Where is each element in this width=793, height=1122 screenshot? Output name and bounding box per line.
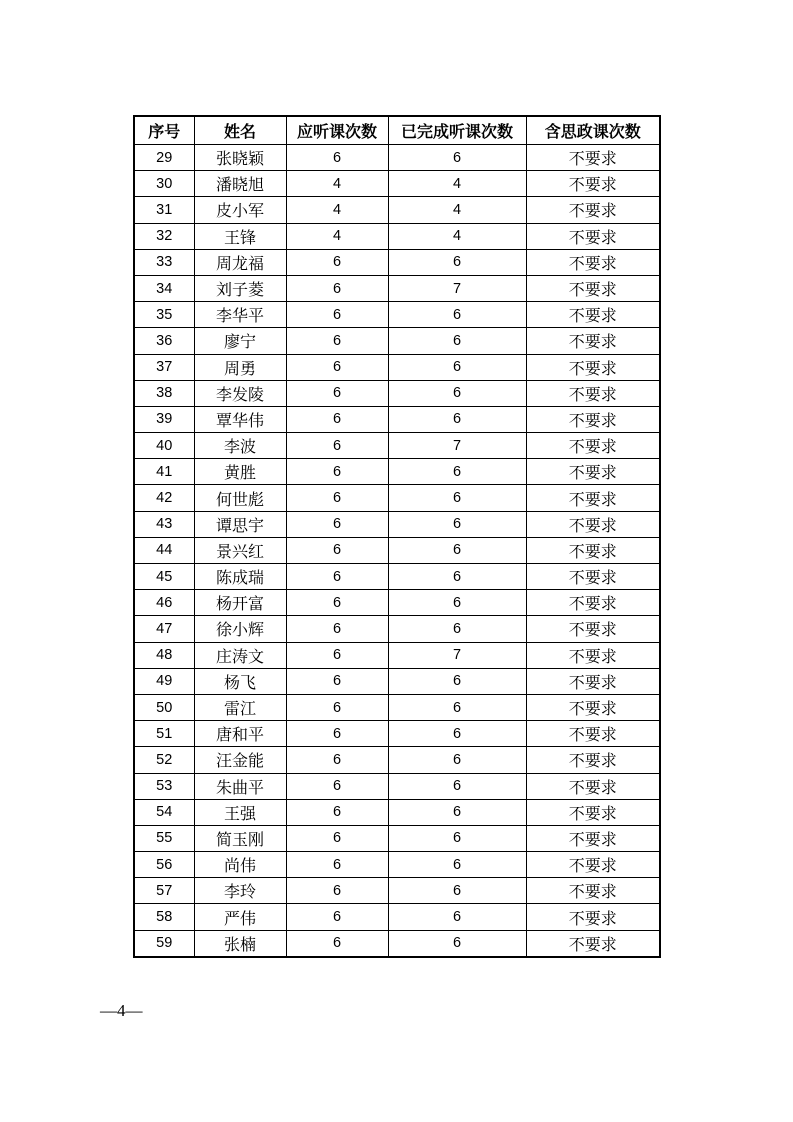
table-row [134, 825, 660, 851]
cell-completed-lectures: 4 [388, 223, 526, 249]
cell-ideology-lectures: 不要求 [526, 145, 660, 171]
cell-name: 何世彪 [194, 485, 286, 511]
cell-serial-no: 34 [134, 275, 194, 301]
table-row [134, 433, 660, 459]
cell-required-lectures: 6 [286, 747, 388, 773]
attendance-table [133, 115, 661, 958]
cell-name: 覃华伟 [194, 406, 286, 432]
cell-ideology-lectures: 不要求 [526, 799, 660, 825]
cell-ideology-lectures: 不要求 [526, 275, 660, 301]
cell-completed-lectures: 6 [388, 747, 526, 773]
cell-ideology-lectures: 不要求 [526, 380, 660, 406]
cell-required-lectures: 6 [286, 616, 388, 642]
cell-required-lectures: 6 [286, 354, 388, 380]
cell-required-lectures: 6 [286, 485, 388, 511]
cell-completed-lectures: 6 [388, 773, 526, 799]
cell-name: 景兴红 [194, 537, 286, 563]
cell-name: 黄胜 [194, 459, 286, 485]
table-row [134, 904, 660, 930]
cell-ideology-lectures: 不要求 [526, 773, 660, 799]
cell-required-lectures: 6 [286, 433, 388, 459]
cell-completed-lectures: 4 [388, 197, 526, 223]
cell-name: 严伟 [194, 904, 286, 930]
table-row [134, 328, 660, 354]
cell-ideology-lectures: 不要求 [526, 485, 660, 511]
cell-completed-lectures: 7 [388, 275, 526, 301]
cell-completed-lectures: 6 [388, 145, 526, 171]
cell-ideology-lectures: 不要求 [526, 825, 660, 851]
table-row [134, 302, 660, 328]
cell-name: 简玉刚 [194, 825, 286, 851]
cell-name: 唐和平 [194, 721, 286, 747]
col-header-completed-lectures: 已完成听课次数 [388, 116, 526, 145]
cell-serial-no: 36 [134, 328, 194, 354]
table-row [134, 668, 660, 694]
cell-name: 王强 [194, 799, 286, 825]
cell-serial-no: 42 [134, 485, 194, 511]
col-header-required-lectures: 应听课次数 [286, 116, 388, 145]
cell-serial-no: 38 [134, 380, 194, 406]
table-row [134, 275, 660, 301]
table-row [134, 590, 660, 616]
cell-serial-no: 29 [134, 145, 194, 171]
cell-ideology-lectures: 不要求 [526, 197, 660, 223]
cell-completed-lectures: 6 [388, 511, 526, 537]
cell-ideology-lectures: 不要求 [526, 616, 660, 642]
cell-required-lectures: 6 [286, 852, 388, 878]
cell-serial-no: 39 [134, 406, 194, 432]
cell-ideology-lectures: 不要求 [526, 904, 660, 930]
col-header-serial-no: 序号 [134, 116, 194, 145]
cell-ideology-lectures: 不要求 [526, 537, 660, 563]
cell-serial-no: 46 [134, 590, 194, 616]
cell-required-lectures: 6 [286, 459, 388, 485]
cell-required-lectures: 6 [286, 564, 388, 590]
cell-ideology-lectures: 不要求 [526, 249, 660, 275]
cell-serial-no: 58 [134, 904, 194, 930]
cell-completed-lectures: 6 [388, 249, 526, 275]
cell-required-lectures: 6 [286, 511, 388, 537]
cell-completed-lectures: 6 [388, 406, 526, 432]
table-row [134, 799, 660, 825]
cell-required-lectures: 6 [286, 145, 388, 171]
cell-required-lectures: 6 [286, 642, 388, 668]
cell-required-lectures: 6 [286, 668, 388, 694]
table-row [134, 197, 660, 223]
cell-serial-no: 31 [134, 197, 194, 223]
cell-completed-lectures: 6 [388, 668, 526, 694]
table-row [134, 223, 660, 249]
cell-required-lectures: 6 [286, 275, 388, 301]
cell-serial-no: 50 [134, 694, 194, 720]
cell-completed-lectures: 6 [388, 590, 526, 616]
cell-ideology-lectures: 不要求 [526, 694, 660, 720]
cell-ideology-lectures: 不要求 [526, 564, 660, 590]
table-row [134, 564, 660, 590]
cell-required-lectures: 6 [286, 825, 388, 851]
cell-name: 谭思宇 [194, 511, 286, 537]
cell-serial-no: 48 [134, 642, 194, 668]
cell-name: 杨飞 [194, 668, 286, 694]
cell-name: 陈成瑞 [194, 564, 286, 590]
cell-completed-lectures: 6 [388, 328, 526, 354]
table-row [134, 642, 660, 668]
cell-serial-no: 43 [134, 511, 194, 537]
cell-ideology-lectures: 不要求 [526, 852, 660, 878]
cell-name: 杨开富 [194, 590, 286, 616]
cell-serial-no: 45 [134, 564, 194, 590]
cell-required-lectures: 6 [286, 799, 388, 825]
table-row [134, 511, 660, 537]
cell-serial-no: 33 [134, 249, 194, 275]
table-row [134, 878, 660, 904]
table-body [134, 145, 660, 957]
cell-ideology-lectures: 不要求 [526, 171, 660, 197]
cell-serial-no: 57 [134, 878, 194, 904]
cell-serial-no: 47 [134, 616, 194, 642]
table-row [134, 485, 660, 511]
cell-required-lectures: 6 [286, 302, 388, 328]
table-row [134, 747, 660, 773]
cell-ideology-lectures: 不要求 [526, 302, 660, 328]
cell-required-lectures: 6 [286, 380, 388, 406]
cell-serial-no: 37 [134, 354, 194, 380]
cell-name: 李玲 [194, 878, 286, 904]
col-header-name: 姓名 [194, 116, 286, 145]
cell-completed-lectures: 6 [388, 485, 526, 511]
cell-completed-lectures: 6 [388, 694, 526, 720]
cell-serial-no: 59 [134, 930, 194, 957]
cell-serial-no: 41 [134, 459, 194, 485]
cell-serial-no: 32 [134, 223, 194, 249]
cell-serial-no: 40 [134, 433, 194, 459]
cell-serial-no: 35 [134, 302, 194, 328]
cell-name: 皮小军 [194, 197, 286, 223]
cell-ideology-lectures: 不要求 [526, 511, 660, 537]
cell-completed-lectures: 6 [388, 564, 526, 590]
cell-name: 潘晓旭 [194, 171, 286, 197]
cell-required-lectures: 6 [286, 249, 388, 275]
cell-completed-lectures: 6 [388, 904, 526, 930]
cell-completed-lectures: 6 [388, 302, 526, 328]
page-number: —4— [100, 1001, 143, 1020]
cell-name: 尚伟 [194, 852, 286, 878]
table-row [134, 616, 660, 642]
cell-serial-no: 49 [134, 668, 194, 694]
table-row [134, 145, 660, 171]
cell-completed-lectures: 6 [388, 878, 526, 904]
cell-required-lectures: 6 [286, 773, 388, 799]
cell-ideology-lectures: 不要求 [526, 406, 660, 432]
table-header-row [134, 116, 660, 145]
cell-name: 王锋 [194, 223, 286, 249]
cell-name: 雷江 [194, 694, 286, 720]
cell-required-lectures: 6 [286, 537, 388, 563]
cell-required-lectures: 6 [286, 406, 388, 432]
cell-name: 朱曲平 [194, 773, 286, 799]
cell-ideology-lectures: 不要求 [526, 668, 660, 694]
cell-name: 李波 [194, 433, 286, 459]
cell-name: 张晓颖 [194, 145, 286, 171]
cell-serial-no: 52 [134, 747, 194, 773]
cell-name: 庄涛文 [194, 642, 286, 668]
cell-serial-no: 53 [134, 773, 194, 799]
table-row [134, 694, 660, 720]
table-row [134, 852, 660, 878]
cell-completed-lectures: 4 [388, 171, 526, 197]
cell-serial-no: 56 [134, 852, 194, 878]
cell-name: 周龙福 [194, 249, 286, 275]
table-row [134, 721, 660, 747]
cell-completed-lectures: 6 [388, 930, 526, 957]
cell-ideology-lectures: 不要求 [526, 878, 660, 904]
cell-required-lectures: 4 [286, 171, 388, 197]
cell-required-lectures: 4 [286, 197, 388, 223]
cell-name: 张楠 [194, 930, 286, 957]
table-row [134, 773, 660, 799]
cell-completed-lectures: 7 [388, 642, 526, 668]
cell-completed-lectures: 6 [388, 616, 526, 642]
cell-name: 周勇 [194, 354, 286, 380]
table-row [134, 380, 660, 406]
cell-ideology-lectures: 不要求 [526, 747, 660, 773]
cell-name: 徐小辉 [194, 616, 286, 642]
cell-serial-no: 30 [134, 171, 194, 197]
table-row [134, 354, 660, 380]
cell-name: 廖宁 [194, 328, 286, 354]
cell-completed-lectures: 6 [388, 852, 526, 878]
table-row [134, 537, 660, 563]
cell-ideology-lectures: 不要求 [526, 328, 660, 354]
cell-ideology-lectures: 不要求 [526, 930, 660, 957]
cell-completed-lectures: 6 [388, 380, 526, 406]
cell-required-lectures: 6 [286, 904, 388, 930]
cell-completed-lectures: 6 [388, 354, 526, 380]
table-row [134, 171, 660, 197]
cell-ideology-lectures: 不要求 [526, 721, 660, 747]
cell-ideology-lectures: 不要求 [526, 354, 660, 380]
cell-name: 汪金能 [194, 747, 286, 773]
cell-completed-lectures: 6 [388, 721, 526, 747]
cell-completed-lectures: 7 [388, 433, 526, 459]
cell-serial-no: 44 [134, 537, 194, 563]
table-row [134, 249, 660, 275]
cell-completed-lectures: 6 [388, 537, 526, 563]
cell-name: 李华平 [194, 302, 286, 328]
cell-ideology-lectures: 不要求 [526, 433, 660, 459]
table-row [134, 406, 660, 432]
cell-ideology-lectures: 不要求 [526, 642, 660, 668]
cell-completed-lectures: 6 [388, 825, 526, 851]
table-row [134, 930, 660, 957]
cell-required-lectures: 6 [286, 694, 388, 720]
cell-required-lectures: 6 [286, 590, 388, 616]
cell-ideology-lectures: 不要求 [526, 223, 660, 249]
cell-serial-no: 54 [134, 799, 194, 825]
cell-name: 李发陵 [194, 380, 286, 406]
cell-required-lectures: 6 [286, 878, 388, 904]
table-row [134, 459, 660, 485]
cell-completed-lectures: 6 [388, 459, 526, 485]
cell-ideology-lectures: 不要求 [526, 590, 660, 616]
cell-ideology-lectures: 不要求 [526, 459, 660, 485]
cell-required-lectures: 6 [286, 328, 388, 354]
cell-required-lectures: 6 [286, 930, 388, 957]
cell-serial-no: 55 [134, 825, 194, 851]
cell-required-lectures: 6 [286, 721, 388, 747]
col-header-ideology-lectures: 含思政课次数 [526, 116, 660, 145]
cell-serial-no: 51 [134, 721, 194, 747]
cell-required-lectures: 4 [286, 223, 388, 249]
cell-name: 刘子菱 [194, 275, 286, 301]
cell-completed-lectures: 6 [388, 799, 526, 825]
